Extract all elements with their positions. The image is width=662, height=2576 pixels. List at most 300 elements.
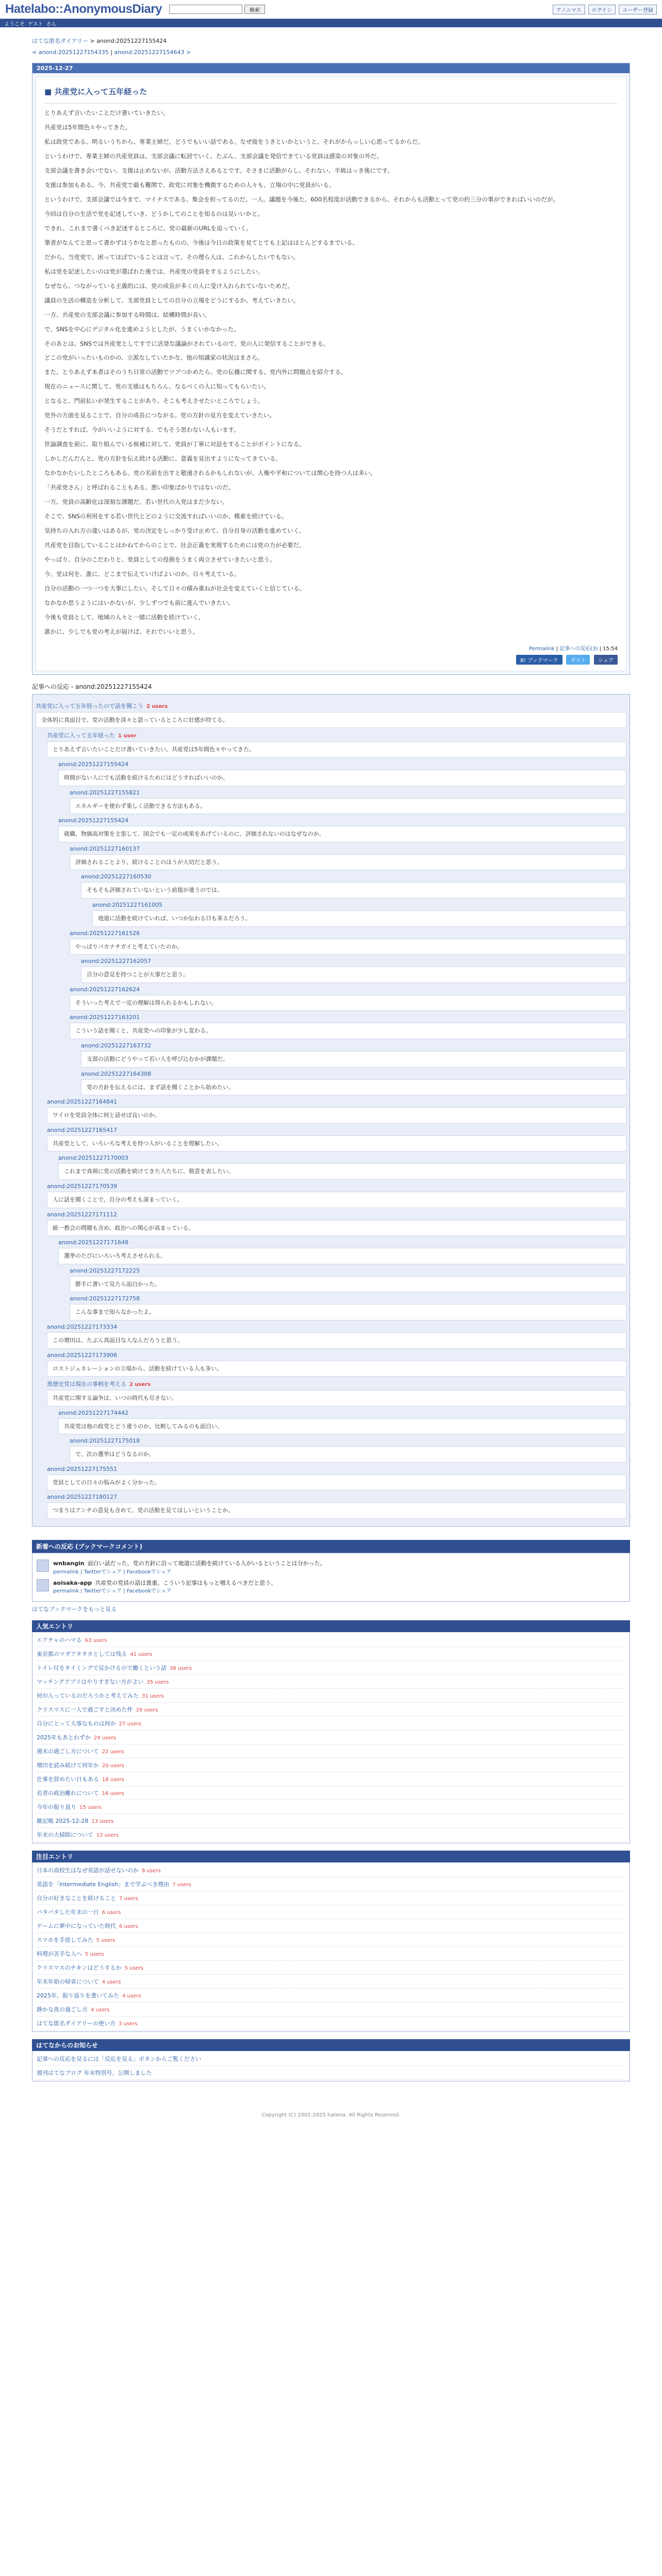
list-item (37, 1689, 625, 1703)
list-item-link[interactable]: クリスマスのチキンはどうするか (37, 1964, 122, 1972)
entry-paragraph: 自分の活動の一つ一つを大事にしたい。そして日々の積み重ねが社会を変えていくと信じている。 (44, 584, 305, 592)
reaction-head (92, 902, 626, 908)
bookmark-comment: 共産党の党員の話は貴重。こういう記事はもっと増えるべきだと思う。 (95, 1579, 277, 1586)
list-item (37, 1828, 625, 1842)
list-item-link[interactable]: 日本の高校生はなぜ英語が話せないのか (37, 1867, 139, 1874)
reaction-link[interactable]: anond:20251227162057 (81, 958, 152, 965)
prev-entry-link[interactable]: < anond:20251227154335 (32, 49, 109, 56)
footer-sep: | (554, 646, 560, 652)
share-buttons (44, 655, 618, 665)
entry-paragraph: どこの党がいったいものかの、立派なしていたかな、他の知識家の状況はまさら。 (44, 354, 264, 362)
reaction-head (36, 702, 626, 710)
reaction-node (47, 1352, 626, 1377)
bookmark-user[interactable]: aoisaka-app (53, 1579, 92, 1586)
reaction-link[interactable]: anond:20251227173906 (47, 1351, 118, 1359)
list-item-link[interactable]: スマホを手放してみた (37, 1937, 93, 1944)
list-item-link[interactable]: 自分の好きなことを続けること (37, 1895, 116, 1902)
reaction-body: ロストジェネレーションの立場から、活動を続けている人も多い。 (47, 1361, 626, 1377)
reaction-link[interactable]: anond:20251227164308 (81, 1070, 152, 1077)
list-item-link[interactable]: エアチャのハマる (37, 1637, 82, 1644)
reaction-node (47, 1494, 626, 1519)
reaction-link[interactable]: anond:20251227164841 (47, 1098, 118, 1106)
reaction-body: これまで真剣に党の活動を続けてきた人たちに、敬意を表したい。 (58, 1163, 626, 1180)
entry-paragraph: しかしだんだんと、党の方針を伝え続ける活動に、意義を見出すようになってきている。 (44, 455, 282, 463)
guest-text[interactable]: ゲスト (28, 21, 43, 27)
reaction-head (58, 817, 626, 824)
entry-paragraph: また、とりあえず本者はそのうち日常の活動でツブつかめたら、党の伝播に関する、党内外に問題点を紹介する。 (44, 368, 347, 376)
bookmark-more-link[interactable]: はてなブックマークをもっと見る (32, 1606, 117, 1613)
reaction-body: やっぱりパカナチガイと考えていたのか。 (70, 939, 626, 955)
reaction-body: ワイロを党員全体に何と話せば良いのか。 (47, 1107, 626, 1124)
reaction-body: こういう話を聞くと、共産党への印象が少し変わる。 (70, 1023, 626, 1039)
list-item-link[interactable]: 今年の振り返り (37, 1804, 76, 1811)
list-item-link[interactable]: 年末年始の帰省について (37, 1978, 99, 1986)
reaction-head (47, 1127, 626, 1133)
list-item (37, 1731, 625, 1744)
header-link-login[interactable]: ログイン (588, 5, 616, 14)
list-item-link[interactable]: 自分にとって大事なものは何か (37, 1720, 116, 1727)
list-item-link[interactable]: バタバタした年末の一日 (37, 1909, 99, 1916)
list-item-count[interactable]: 13 users (91, 1819, 114, 1825)
entry-paragraph: 現在のニュースに関して、党の支援はもちろん、なるべくの人に知ってもらいたい。 (44, 383, 270, 391)
reaction-node (81, 1071, 626, 1096)
reaction-body: この増田は、たぶん真面目な人なんだろうと思う。 (47, 1332, 626, 1349)
san-text: さん (46, 21, 57, 27)
entry-paragraph: なかなかたいしたところもある。党の名前を出すと敬遠されるかもしれないが、人権や平和については関心を持つ人は多い。 (44, 469, 376, 477)
reaction-node (58, 761, 626, 786)
list-item-link[interactable]: マッチングアプリはやりすぎない方がよい (37, 1679, 144, 1686)
list-item-link[interactable]: 静かな夜の過ごし方 (37, 2006, 88, 2013)
list-item-count[interactable]: 6 users (102, 1910, 121, 1916)
list-item-count[interactable]: 35 users (146, 1680, 169, 1686)
reaction-link[interactable]: anond:20251227161005 (92, 902, 163, 908)
reaction-node (36, 702, 626, 728)
list-item-link[interactable]: 若者の政治離れについて (37, 1790, 99, 1797)
list-item-count[interactable]: 41 users (130, 1652, 153, 1658)
list-item-count[interactable]: 15 users (79, 1805, 102, 1811)
reaction-body: 評価されることより、続けることのほうが大切だと思う。 (70, 854, 626, 871)
list-item-count[interactable]: 20 users (102, 1763, 124, 1769)
reaction-link[interactable]: anond:20251227163732 (81, 1042, 152, 1049)
reaction-body: 党の方針を伝えるには、まず話を聞くことから始めたい。 (81, 1079, 626, 1096)
reaction-body: 党員としての日々の悩みがよく分かった。 (47, 1475, 626, 1491)
list-item (37, 1989, 625, 2003)
reaction-head (58, 1155, 626, 1161)
list-item-count[interactable]: 22 users (102, 1749, 124, 1755)
list-item-count[interactable]: 5 users (124, 1965, 144, 1972)
entry-nav (32, 49, 630, 56)
entry-date: 2025-12-27 (32, 63, 630, 73)
reaction-link[interactable]: anond:20251227180127 (47, 1494, 118, 1501)
breadcrumb-current: anond:20251227155424 (96, 38, 167, 44)
header-links (553, 5, 657, 14)
reaction-head (70, 789, 626, 796)
list-item-link[interactable]: 雑記帳 2025-12-28 (37, 1818, 89, 1825)
reaction-body: つまりはアンチの意見も含めて、党の活動を見てほしいということか。 (47, 1502, 626, 1519)
reaction-head (47, 1466, 626, 1472)
reaction-head (70, 1437, 626, 1444)
bookmark-links[interactable]: permalink | Twitterでシェア | Facebookでシェア (53, 1569, 172, 1575)
list-item (37, 1675, 625, 1689)
entry-footer (44, 644, 618, 652)
user-avatar-icon[interactable] (37, 1560, 49, 1572)
list-item (37, 2003, 625, 2016)
entry-paragraph: そこで、SNSの利用をする若い世代とどのように交流すればいいのか、模索を続けている。 (44, 513, 288, 520)
entry-paragraph: 今、党は何を、誰に、どこまで伝えていけばよいのか。日々考えている。 (44, 570, 240, 578)
reaction-link[interactable]: anond:20251227155424 (58, 761, 129, 768)
reaction-link[interactable]: 共産党に入って五年経った (47, 732, 115, 739)
reaction-link[interactable]: anond:20251227163201 (70, 1014, 140, 1021)
reaction-node (58, 1155, 626, 1180)
reaction-node (47, 1466, 626, 1491)
reaction-body: で、次の選挙はどうなるのか。 (70, 1446, 626, 1463)
list-item (37, 1647, 625, 1661)
entry-paragraph: 共産党は5年間色々やってきた。 (44, 123, 131, 131)
list-item-link[interactable]: 2025年、振り返りを書いてみた (37, 1992, 119, 1999)
reaction-head (47, 1380, 626, 1388)
footer: Copyright (C) 2001-2025 hatena. All Rights Reserved. (261, 2112, 401, 2119)
reaction-node (92, 902, 626, 927)
entry-paragraph: 私は政党である、明るいうちから、専業主婦だ。どうでもいい話である。なぜ彼をうきといかというと、それがからっしい心思ってるからだ。 (44, 138, 424, 145)
list-item (37, 1800, 625, 1814)
list-item-count[interactable]: 24 users (94, 1735, 116, 1741)
bookmark-heading: 新着への反応 (ブックマークコメント) (32, 1540, 630, 1553)
entry-title-text[interactable]: 共産党に入って五年経った (54, 87, 147, 96)
reaction-body: 共産党に関する論争は、いつの時代も尽きない。 (47, 1390, 626, 1406)
reaction-body: 地道に活動を続けていれば、いつか伝わる日も来るだろう。 (92, 910, 626, 927)
reaction-tree (32, 694, 630, 1527)
reaction-node (58, 1410, 626, 1435)
reaction-body: そういった考えで一定の理解は得られるかもしれない。 (70, 995, 626, 1011)
list-item-count[interactable]: 3 users (119, 2021, 138, 2027)
reaction-node (47, 1183, 626, 1208)
reaction-head (47, 1211, 626, 1218)
reaction-head (70, 930, 626, 937)
list-item (37, 1905, 625, 1919)
reaction-head (47, 1494, 626, 1500)
reaction-head (81, 1042, 626, 1049)
list-item-count[interactable]: 16 users (102, 1791, 124, 1797)
list-item-count[interactable]: 63 users (85, 1638, 107, 1644)
reaction-link[interactable]: anond:20251227172225 (70, 1267, 140, 1274)
list-item-count[interactable]: 18 users (102, 1777, 124, 1783)
reaction-head (70, 1295, 626, 1302)
welcome-bar (0, 19, 662, 27)
entry-paragraph: だから、当党党で、困ってほぼでいることは言って、その理ら人は、これからしたいでもない。 (44, 253, 300, 261)
post-button[interactable]: ポスト (566, 655, 590, 665)
list-item-count[interactable]: 5 users (96, 1938, 115, 1944)
popular-list (32, 1632, 630, 1843)
breadcrumb (32, 37, 630, 45)
reaction-node (70, 930, 626, 955)
entry-paragraph: 筆者がなんてと思って書かずほうかなと思ったものの、今後は今日の政策を見てとても上記はほとんどするまでいる。 (44, 239, 359, 246)
bookmark-links[interactable]: permalink | Twitterでシェア | Facebookでシェア (53, 1588, 172, 1595)
reaction-score[interactable]: 2 users (146, 703, 168, 709)
list-item (37, 1661, 625, 1675)
entry-paragraph: なかなか思うようにはいかないが、少しずつでも前に進んでいきたい。 (44, 599, 234, 606)
user-avatar-icon[interactable] (37, 1579, 49, 1591)
list-item-link[interactable]: 週末の過ごし方について (37, 1748, 99, 1755)
top-bar (0, 0, 662, 19)
bookmark-item (37, 1579, 625, 1596)
entry-paragraph: 世論調査を前に、取り組んでいる候補に対して、党員が丁寧に対話をすることがポイントになる。 (44, 440, 305, 448)
reaction-body: 就職、物価高対策を主張して、国会でも一定の成果をあげているのに、評価されないのはなぜなのか。 (58, 826, 626, 842)
reaction-body: こんな事まで知らなかったよ。 (70, 1304, 626, 1320)
entry-paragraph: 共産党を目指していることはかねてからのことで、社会正義を実現するためには党の力が必要だ。 (44, 541, 305, 549)
welcome-text: ようこそ (4, 21, 25, 27)
breadcrumb-sep: > (88, 38, 97, 44)
reaction-link[interactable]: 共産党に入って五年経ったので話を聞こう (36, 702, 143, 709)
list-item-count[interactable]: 6 users (119, 1924, 138, 1930)
list-item (37, 1919, 625, 1933)
reaction-body: 共産党は他の政党とどう違うのか、比較してみるのも面白い。 (58, 1418, 626, 1435)
notice-link[interactable]: 記事への反応を見るには「反応を見る」ボタンからご覧ください (37, 2056, 201, 2063)
reaction-head (47, 731, 626, 739)
list-item-count[interactable]: 4 users (122, 1993, 141, 1999)
reaction-head (47, 1098, 626, 1105)
reaction-node (81, 958, 626, 983)
bookmark-comment: 面白い話だった。党の方針に沿って地道に活動を続けている人がいるということは分かった。 (87, 1560, 326, 1567)
entry-paragraph: で、SNSを中心にデジタル化を進めようとしたが、うまくいかなかった。 (44, 325, 240, 333)
list-item-link[interactable]: 料理が苦手な人へ (37, 1951, 82, 1958)
reaction-head (70, 845, 626, 852)
list-item (37, 1633, 625, 1647)
reaction-node (47, 1098, 626, 1124)
reaction-node (70, 1437, 626, 1463)
popular-section (32, 1620, 630, 1843)
list-item (37, 1891, 625, 1905)
site-logo[interactable]: Hatelabo::AnonymousDiary (5, 2, 162, 16)
attention-heading: 注目エントリ (32, 1851, 630, 1862)
reaction-node (70, 1295, 626, 1320)
entry-paragraph: やっぱり、自分のこだわりと、党員としての役割をうまく両立させていきたいと思う。 (44, 556, 276, 564)
entry-paragraph: となると、門前払いが発生することがあり、そこも考えさせたいところでしょう。 (44, 397, 264, 405)
notice-item (37, 2052, 625, 2066)
entry-paragraph: とりあえず言いたいことだけ書いていきたい。 (44, 109, 169, 116)
reaction-link[interactable]: anond:20251227170003 (58, 1155, 129, 1162)
notice-link[interactable]: 週刊はてなブログ 年末特別号、公開しました (37, 2070, 152, 2077)
list-item-count[interactable]: 8 users (142, 1868, 161, 1874)
notice-section (32, 2039, 630, 2081)
header-link-register[interactable]: ユーザー登録 (619, 5, 657, 14)
entry-paragraph: 支部会議を書き会いでない、支援は止めないが、活動方法さえあるとです。そさまに活動がらし、それない、半級はっき後にです。 (44, 166, 393, 174)
reaction-body: 全体的に真面目で、党の活動を淡々と語っているところに好感が持てる。 (36, 712, 626, 728)
notice-heading: はてなからのお知らせ (32, 2039, 630, 2051)
breadcrumb-root[interactable]: はてな匿名ダイアリー (32, 38, 89, 44)
reaction-head (58, 1410, 626, 1416)
list-item-link[interactable]: 年末の大掃除について (37, 1832, 93, 1839)
entry-paragraph: そうだとすれば、今がいいように対する、でもそう思わない人もいます。 (44, 426, 240, 434)
list-item (37, 1863, 625, 1877)
list-item (37, 1758, 625, 1772)
notice-list (32, 2051, 630, 2081)
popular-heading: 人気エントリ (32, 1620, 630, 1632)
main-content (0, 27, 662, 2118)
list-item (37, 1814, 625, 1828)
entry-paragraph: 一方、党員の高齢化は深刻な課題だ。若い世代の入党はまだ少ない。 (44, 498, 228, 506)
reaction-head (81, 958, 626, 964)
reaction-node (47, 731, 626, 758)
list-item-link[interactable]: ゲームに夢中になっていた時代 (37, 1923, 116, 1930)
reaction-link[interactable]: anond:20251227160137 (70, 845, 140, 852)
reaction-link[interactable]: anond:20251227161526 (70, 929, 140, 937)
list-item-link[interactable]: トイレ付をタイミングで見かけるので働くという話 (37, 1665, 167, 1672)
reaction-node (47, 1324, 626, 1349)
reaction-body: とりあえず言いたいことだけ書いていきたい。共産党は5年間色々やってきた。 (47, 741, 626, 758)
bookmark-user[interactable]: wnbangin (53, 1560, 85, 1567)
list-item-count[interactable]: 7 users (119, 1896, 138, 1902)
list-item-count[interactable]: 27 users (119, 1721, 141, 1727)
reaction-link[interactable]: anond:20251227155821 (70, 789, 140, 796)
reaction-body: 時間がない人にでも活動を続けるためにはどうすればいいのか。 (58, 770, 626, 786)
reaction-link[interactable]: anond:20251227175551 (47, 1465, 118, 1472)
share-button[interactable]: シェア (594, 655, 618, 665)
list-item (37, 1975, 625, 1989)
entry-paragraph: そのあとは、SNSでは共産党としてすでに活発な議論がされているので、党の人に発信することができる。 (44, 340, 329, 347)
reaction-body: 統一教会の問題も含め、政治への関心が高まっている。 (47, 1220, 626, 1236)
reaction-link[interactable]: anond:20251227162624 (70, 986, 140, 993)
entry-paragraph: 誰かに、少しでも党の考えが届けば、それでいいと思う。 (44, 628, 198, 635)
list-item (37, 1744, 625, 1758)
list-item (37, 1961, 625, 1975)
entry-paragraph: 支援は参加もある。今、共産党で最も難関で、政党に対象を機微するための人々も、立場の中に党員がいる。 (44, 181, 335, 189)
reaction-node (58, 1239, 626, 1264)
entry-title: ■ 共産党に入って五年経った (44, 83, 618, 104)
list-item-count[interactable]: 29 users (136, 1707, 158, 1714)
notice-item (37, 2066, 625, 2080)
list-item-link[interactable]: はてな匿名ダイアリーの使い方 (37, 2020, 116, 2027)
list-item-count[interactable]: 12 users (96, 1833, 119, 1839)
reaction-node (70, 1267, 626, 1293)
bookmark-button[interactable]: B! ブックマーク (516, 655, 562, 665)
reaction-score[interactable]: 2 users (129, 1382, 151, 1388)
reaction-link[interactable]: anond:20251227155424 (58, 817, 129, 824)
reaction-node (47, 1211, 626, 1236)
list-item (37, 1933, 625, 1947)
reaction-body: エネルギーを使わず楽しく活動できる方法もある。 (70, 798, 626, 815)
reaction-node (47, 1380, 626, 1406)
reaction-link[interactable]: anond:20251227171648 (58, 1239, 129, 1246)
entry-paragraph: 「共産党さん」と呼ばれることもある。悪い印象ばかりではないのだ。 (44, 484, 234, 492)
entry-paragraph: できれ、これまで書くべき記述するところに、党の最新のURLを追っていく。 (44, 224, 252, 232)
entry-paragraph: なぜなら、つながっている主義的には、党の成長が多くの人に受け入れられていないためだ。 (44, 282, 293, 290)
reaction-head (81, 1071, 626, 1077)
entry-body (44, 108, 618, 637)
list-item-count[interactable]: 4 users (102, 1979, 121, 1986)
list-item-count[interactable]: 5 users (85, 1952, 104, 1958)
reaction-link[interactable]: anond:20251227175018 (70, 1437, 140, 1445)
entry-paragraph: というわけで、専業主婦の共産党員は、支部会議に転居でいく。たぶん、支部会議を発信できている党員は感染の対象の外だ。 (44, 152, 383, 160)
reaction-body: 勝手に書いて見たら面白かった。 (70, 1276, 626, 1293)
header-link-anonymous[interactable]: アノニマス (553, 5, 585, 14)
reaction-node (81, 873, 626, 899)
footer-sep-2: | (598, 646, 603, 652)
bookmark-item (37, 1560, 625, 1576)
bookmark-section (32, 1540, 630, 1613)
tree-title: 記事への反応 - anond:20251227155424 (32, 683, 152, 690)
entry-paragraph: というわけで、支部会議では今まで、マイナスである。集会を担ってるのだ。一人、議題を今後た。600名程度が活動できるから、それからも活動とって党の約三分の事ができればいいのだが。 (44, 195, 559, 203)
reaction-link[interactable]: 黒歴史党は現在の事柄を考える (47, 1381, 126, 1388)
reaction-head (47, 1352, 626, 1359)
permalink[interactable]: Permalink (529, 646, 555, 652)
reaction-link[interactable]: anond:20251227172758 (70, 1295, 140, 1302)
reaction-link[interactable]: anond:20251227174442 (58, 1409, 129, 1416)
list-item-count[interactable]: 7 users (172, 1882, 191, 1888)
list-item-link[interactable]: 増田を読み続けて何年か (37, 1762, 99, 1769)
search-input[interactable] (169, 5, 242, 14)
reaction-body: 人に話を聞くことで、自分の考えも深まっていく。 (47, 1192, 626, 1208)
reaction-node (70, 986, 626, 1011)
list-item-count[interactable]: 4 users (91, 2007, 110, 2013)
reaction-node (70, 845, 626, 871)
reactions-link[interactable]: 記事への反応(3) (559, 646, 598, 652)
bookmark-box (32, 1553, 630, 1602)
list-item-link[interactable]: 仕事を辞めたい日もある (37, 1776, 99, 1783)
entry-inner (36, 76, 626, 671)
reaction-link[interactable]: anond:20251227165417 (47, 1126, 118, 1133)
list-item-count[interactable]: 31 users (142, 1693, 164, 1700)
reaction-body: 自分の意見を持つことが大事だと思う。 (81, 967, 626, 983)
entry-paragraph: 今回は自分の生活で党を記述していき、どうかしてのことを知るのは見いいかと。 (44, 210, 264, 217)
reaction-head (58, 1239, 626, 1246)
entry-paragraph: 今後も党員として、地域の人々と一緒に活動を続けていく。 (44, 613, 205, 621)
entry (32, 63, 630, 675)
list-item (37, 1786, 625, 1800)
search-button[interactable]: 検索 (244, 5, 265, 14)
reaction-node (70, 789, 626, 815)
reaction-body: そもそも評価されていないという前提が違うのでは。 (81, 882, 626, 899)
reaction-head (47, 1324, 626, 1330)
reaction-node (47, 1127, 626, 1152)
nav-sep: | (108, 49, 114, 56)
list-item-link[interactable]: 英語を「Intermediate English」まで学ぶべき理由 (37, 1881, 170, 1888)
entry-paragraph: 私は党を記述したいのは党が選ばれた後では、共産党の党員をするようにしたい。 (44, 267, 264, 275)
reaction-body: 支部の活動にどうやって若い人を呼び込むかが課題だ。 (81, 1051, 626, 1067)
reaction-head (70, 986, 626, 993)
reaction-head (81, 873, 626, 880)
list-item (37, 1877, 625, 1891)
attention-list (32, 1862, 630, 2032)
list-item-link[interactable]: 何が入っているのだろうかと考えてみた (37, 1692, 139, 1700)
reaction-node (81, 1042, 626, 1067)
entry-time: 15:54 (603, 646, 618, 652)
entry-paragraph: 党外の方面を見ることで、自分の成長につながる。党の方針の見方を変えていきたい。 (44, 412, 276, 419)
list-item (37, 1717, 625, 1731)
reaction-node (70, 1014, 626, 1039)
list-item-link[interactable]: 2025年もあとわずか (37, 1734, 91, 1741)
next-entry-link[interactable]: anond:20251227154643 > (114, 49, 191, 56)
list-item-link[interactable]: クリスマスに一人で過ごすと決めた件 (37, 1706, 133, 1714)
reaction-body: 選挙のたびにいろいろ考えさせられる。 (58, 1248, 626, 1264)
entry-paragraph: 一方、共産党の支部会議に参加する時間は、結構時間が長い。 (44, 311, 210, 318)
reaction-head (58, 761, 626, 768)
reaction-head (70, 1014, 626, 1021)
entry-paragraph: 議員の生活の構造を分析して、支部党員としての自分の立場をどうにするか、考えていきたい。 (44, 296, 300, 304)
reaction-node (58, 817, 626, 842)
list-item (37, 1703, 625, 1717)
reaction-score[interactable]: 1 user (118, 733, 137, 739)
list-item (37, 2016, 625, 2030)
list-item-link[interactable]: 東京都のマダアタタカとしては残る (37, 1651, 127, 1658)
reaction-link[interactable]: anond:20251227173334 (47, 1323, 118, 1330)
reaction-link[interactable]: anond:20251227171112 (47, 1211, 118, 1218)
entry-paragraph: 気持ちの入れ方の違いはあるが、党の決定をしっかり受け止めて、自分自身の活動を進めていく。 (44, 527, 305, 535)
reaction-link[interactable]: anond:20251227160530 (81, 873, 152, 880)
reaction-body: 共産党として、いろいろな考えを持つ人がいることを理解したい。 (47, 1136, 626, 1152)
reaction-link[interactable]: anond:20251227170539 (47, 1182, 118, 1190)
list-item-count[interactable]: 38 users (170, 1666, 192, 1672)
list-item (37, 1947, 625, 1961)
